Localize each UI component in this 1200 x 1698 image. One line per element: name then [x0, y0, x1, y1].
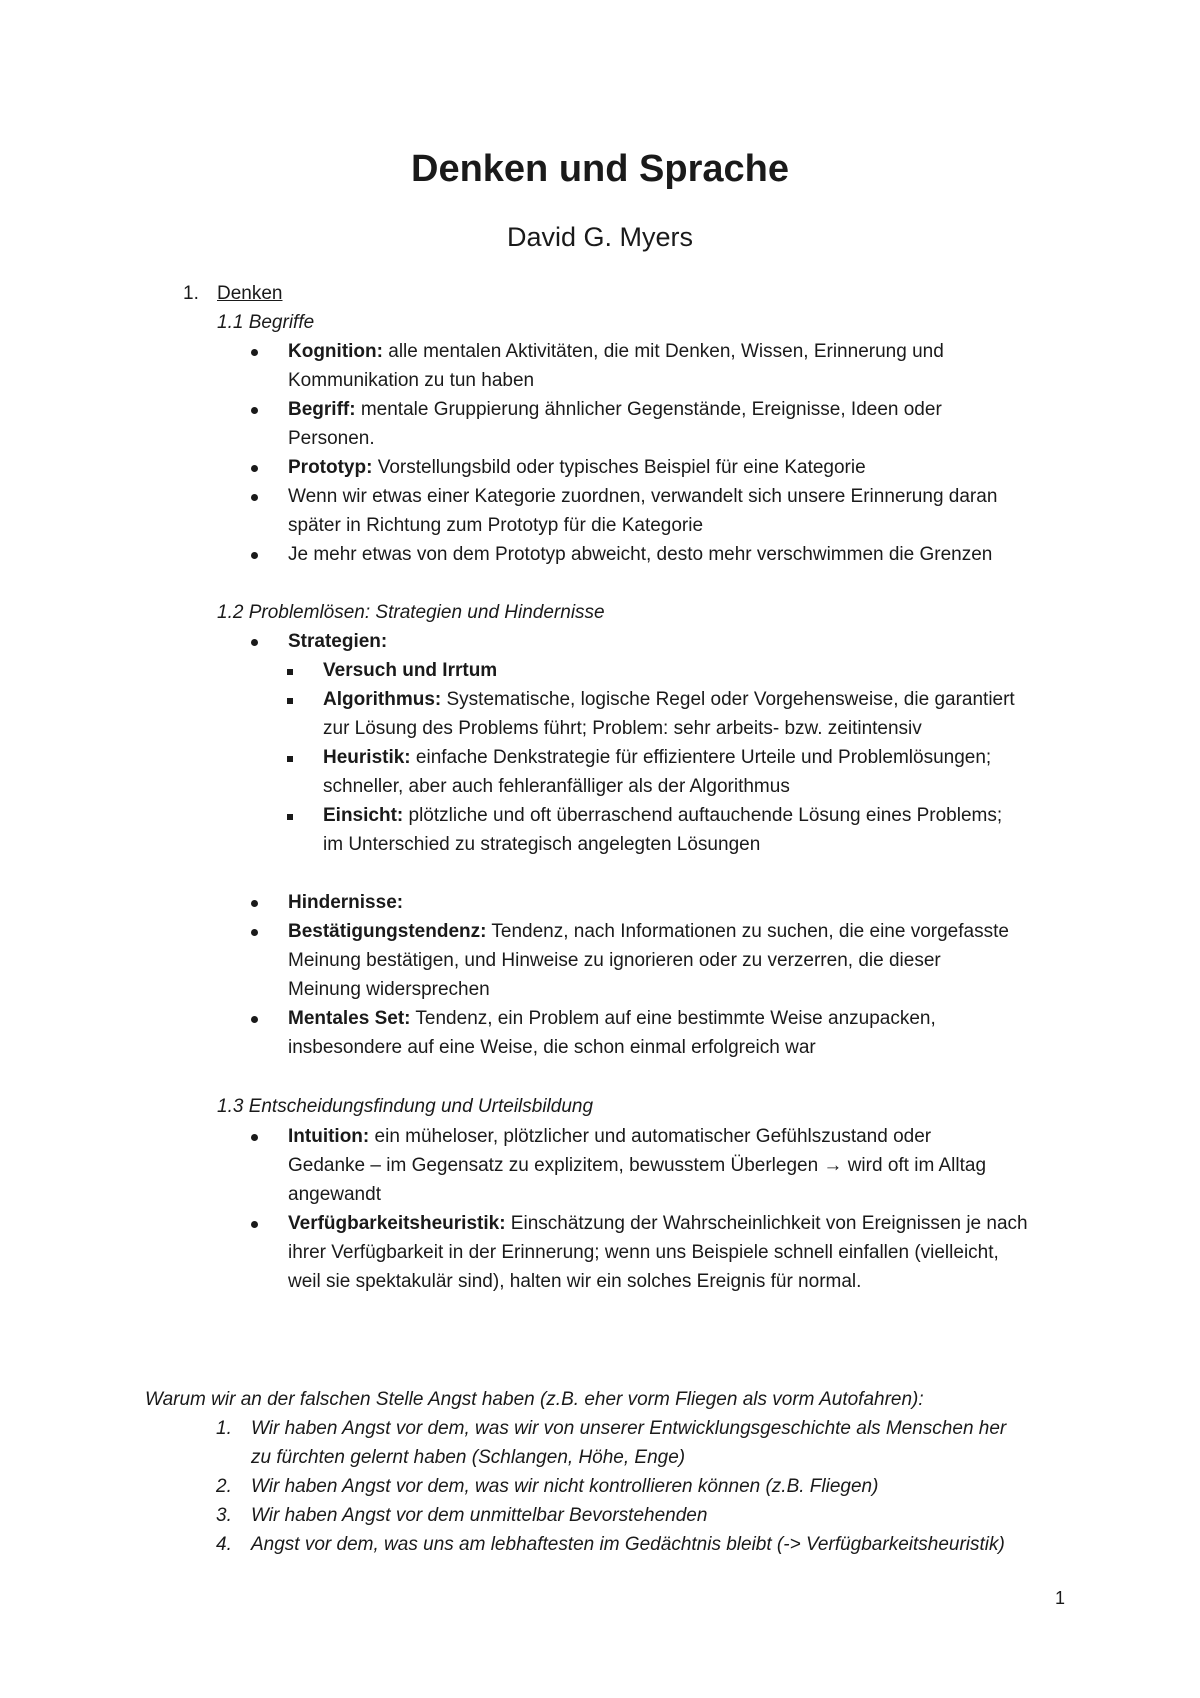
list-item-continuation: Gedanke – im Gegensatz zu explizitem, bewusstem Überlegen → wird oft im Alltag [288, 1155, 987, 1176]
list-item-continuation: Meinung widersprechen [288, 979, 490, 1000]
subsection-heading-1-3: 1.3 Entscheidungsfindung und Urteilsbildung [217, 1096, 594, 1117]
list-item: Bestätigungstendenz: Tendenz, nach Informationen zu suchen, die eine vorgefasste [288, 921, 1009, 942]
bullet-icon [251, 929, 258, 936]
list-item: Intuition: ein müheloser, plötzlicher und automatischer Gefühlszustand oder [288, 1126, 932, 1147]
square-bullet-icon [287, 756, 293, 762]
strategies-label: Strategien: [288, 631, 388, 652]
list-item: Heuristik: einfache Denkstrategie für effizientere Urteile und Problemlösungen; [323, 747, 992, 768]
list-item: Verfügbarkeitsheuristik: Einschätzung der Wahrscheinlichkeit von Ereignissen je nach [288, 1213, 1028, 1234]
bullet-icon [251, 465, 258, 472]
list-item-continuation: im Unterschied zu strategisch angelegten Lösungen [323, 834, 761, 855]
list-item: Versuch und Irrtum [323, 660, 498, 681]
subsection-heading-1-2: 1.2 Problemlösen: Strategien und Hindernisse [217, 602, 605, 623]
list-item: Wir haben Angst vor dem, was wir von unserer Entwicklungsgeschichte als Menschen her [251, 1418, 1007, 1439]
subsection-heading-1-1: 1.1 Begriffe [217, 312, 315, 333]
list-item: Einsicht: plötzliche und oft überraschend auftauchende Lösung eines Problems; [323, 805, 1003, 826]
section-title: Denken [217, 283, 283, 304]
square-bullet-icon [287, 814, 293, 820]
bullet-icon [251, 552, 258, 559]
list-number: 2. [216, 1476, 232, 1497]
bullet-icon [251, 639, 258, 646]
list-item: Wir haben Angst vor dem unmittelbar Bevorstehenden [251, 1505, 708, 1526]
list-item-continuation: weil sie spektakulär sind), halten wir ein solches Ereignis für normal. [288, 1271, 862, 1292]
square-bullet-icon [287, 669, 293, 675]
list-number: 3. [216, 1505, 232, 1526]
bullet-icon [251, 1134, 258, 1141]
fear-intro: Warum wir an der falschen Stelle Angst haben (z.B. eher vorm Fliegen als vorm Autofahren): [145, 1389, 924, 1410]
list-item: Mentales Set: Tendenz, ein Problem auf eine bestimmte Weise anzupacken, [288, 1008, 936, 1029]
list-item: Wenn wir etwas einer Kategorie zuordnen, verwandelt sich unsere Erinnerung daran [288, 486, 998, 507]
bullet-icon [251, 1221, 258, 1228]
list-item: Kognition: alle mentalen Aktivitäten, die mit Denken, Wissen, Erinnerung und [288, 341, 944, 362]
list-item: Begriff: mentale Gruppierung ähnlicher Gegenstände, Ereignisse, Ideen oder [288, 399, 942, 420]
bullet-icon [251, 494, 258, 501]
obstacles-label: Hindernisse: [288, 892, 404, 913]
list-item: Prototyp: Vorstellungsbild oder typisches Beispiel für eine Kategorie [288, 457, 866, 478]
list-item-continuation: schneller, aber auch fehleranfälliger als der Algorithmus [323, 776, 790, 797]
list-item: Algorithmus: Systematische, logische Regel oder Vorgehensweise, die garantiert [323, 689, 1015, 710]
list-item-continuation: Personen. [288, 428, 375, 449]
list-item: Wir haben Angst vor dem, was wir nicht kontrollieren können (z.B. Fliegen) [251, 1476, 879, 1497]
section-number: 1. [183, 283, 199, 304]
bullet-icon [251, 1016, 258, 1023]
list-number: 1. [216, 1418, 232, 1439]
list-item-continuation: zu fürchten gelernt haben (Schlangen, Höhe, Enge) [251, 1447, 686, 1468]
list-item-continuation: später in Richtung zum Prototyp für die Kategorie [288, 515, 704, 536]
list-item-continuation: ihrer Verfügbarkeit in der Erinnerung; wenn uns Beispiele schnell einfallen (vielleicht, [288, 1242, 999, 1263]
list-item-continuation: insbesondere auf eine Weise, die schon einmal erfolgreich war [288, 1037, 816, 1058]
bullet-icon [251, 407, 258, 414]
bullet-icon [251, 349, 258, 356]
square-bullet-icon [287, 698, 293, 704]
list-item-continuation: Meinung bestätigen, und Hinweise zu ignorieren oder zu verzerren, die dieser [288, 950, 941, 971]
document-title: Denken und Sprache [411, 148, 789, 190]
list-item: Je mehr etwas von dem Prototyp abweicht, desto mehr verschwimmen die Grenzen [288, 544, 993, 565]
list-item-continuation: Kommunikation zu tun haben [288, 370, 535, 391]
list-item: Angst vor dem, was uns am lebhaftesten im Gedächtnis bleibt (-> Verfügbarkeitsheuristik) [251, 1534, 1005, 1555]
list-item-continuation: angewandt [288, 1184, 381, 1205]
list-item-continuation: zur Lösung des Problems führt; Problem: sehr arbeits- bzw. zeitintensiv [323, 718, 922, 739]
page-number: 1 [1055, 1588, 1066, 1608]
document-author: David G. Myers [506, 222, 694, 252]
bullet-icon [251, 900, 258, 907]
list-number: 4. [216, 1534, 232, 1555]
